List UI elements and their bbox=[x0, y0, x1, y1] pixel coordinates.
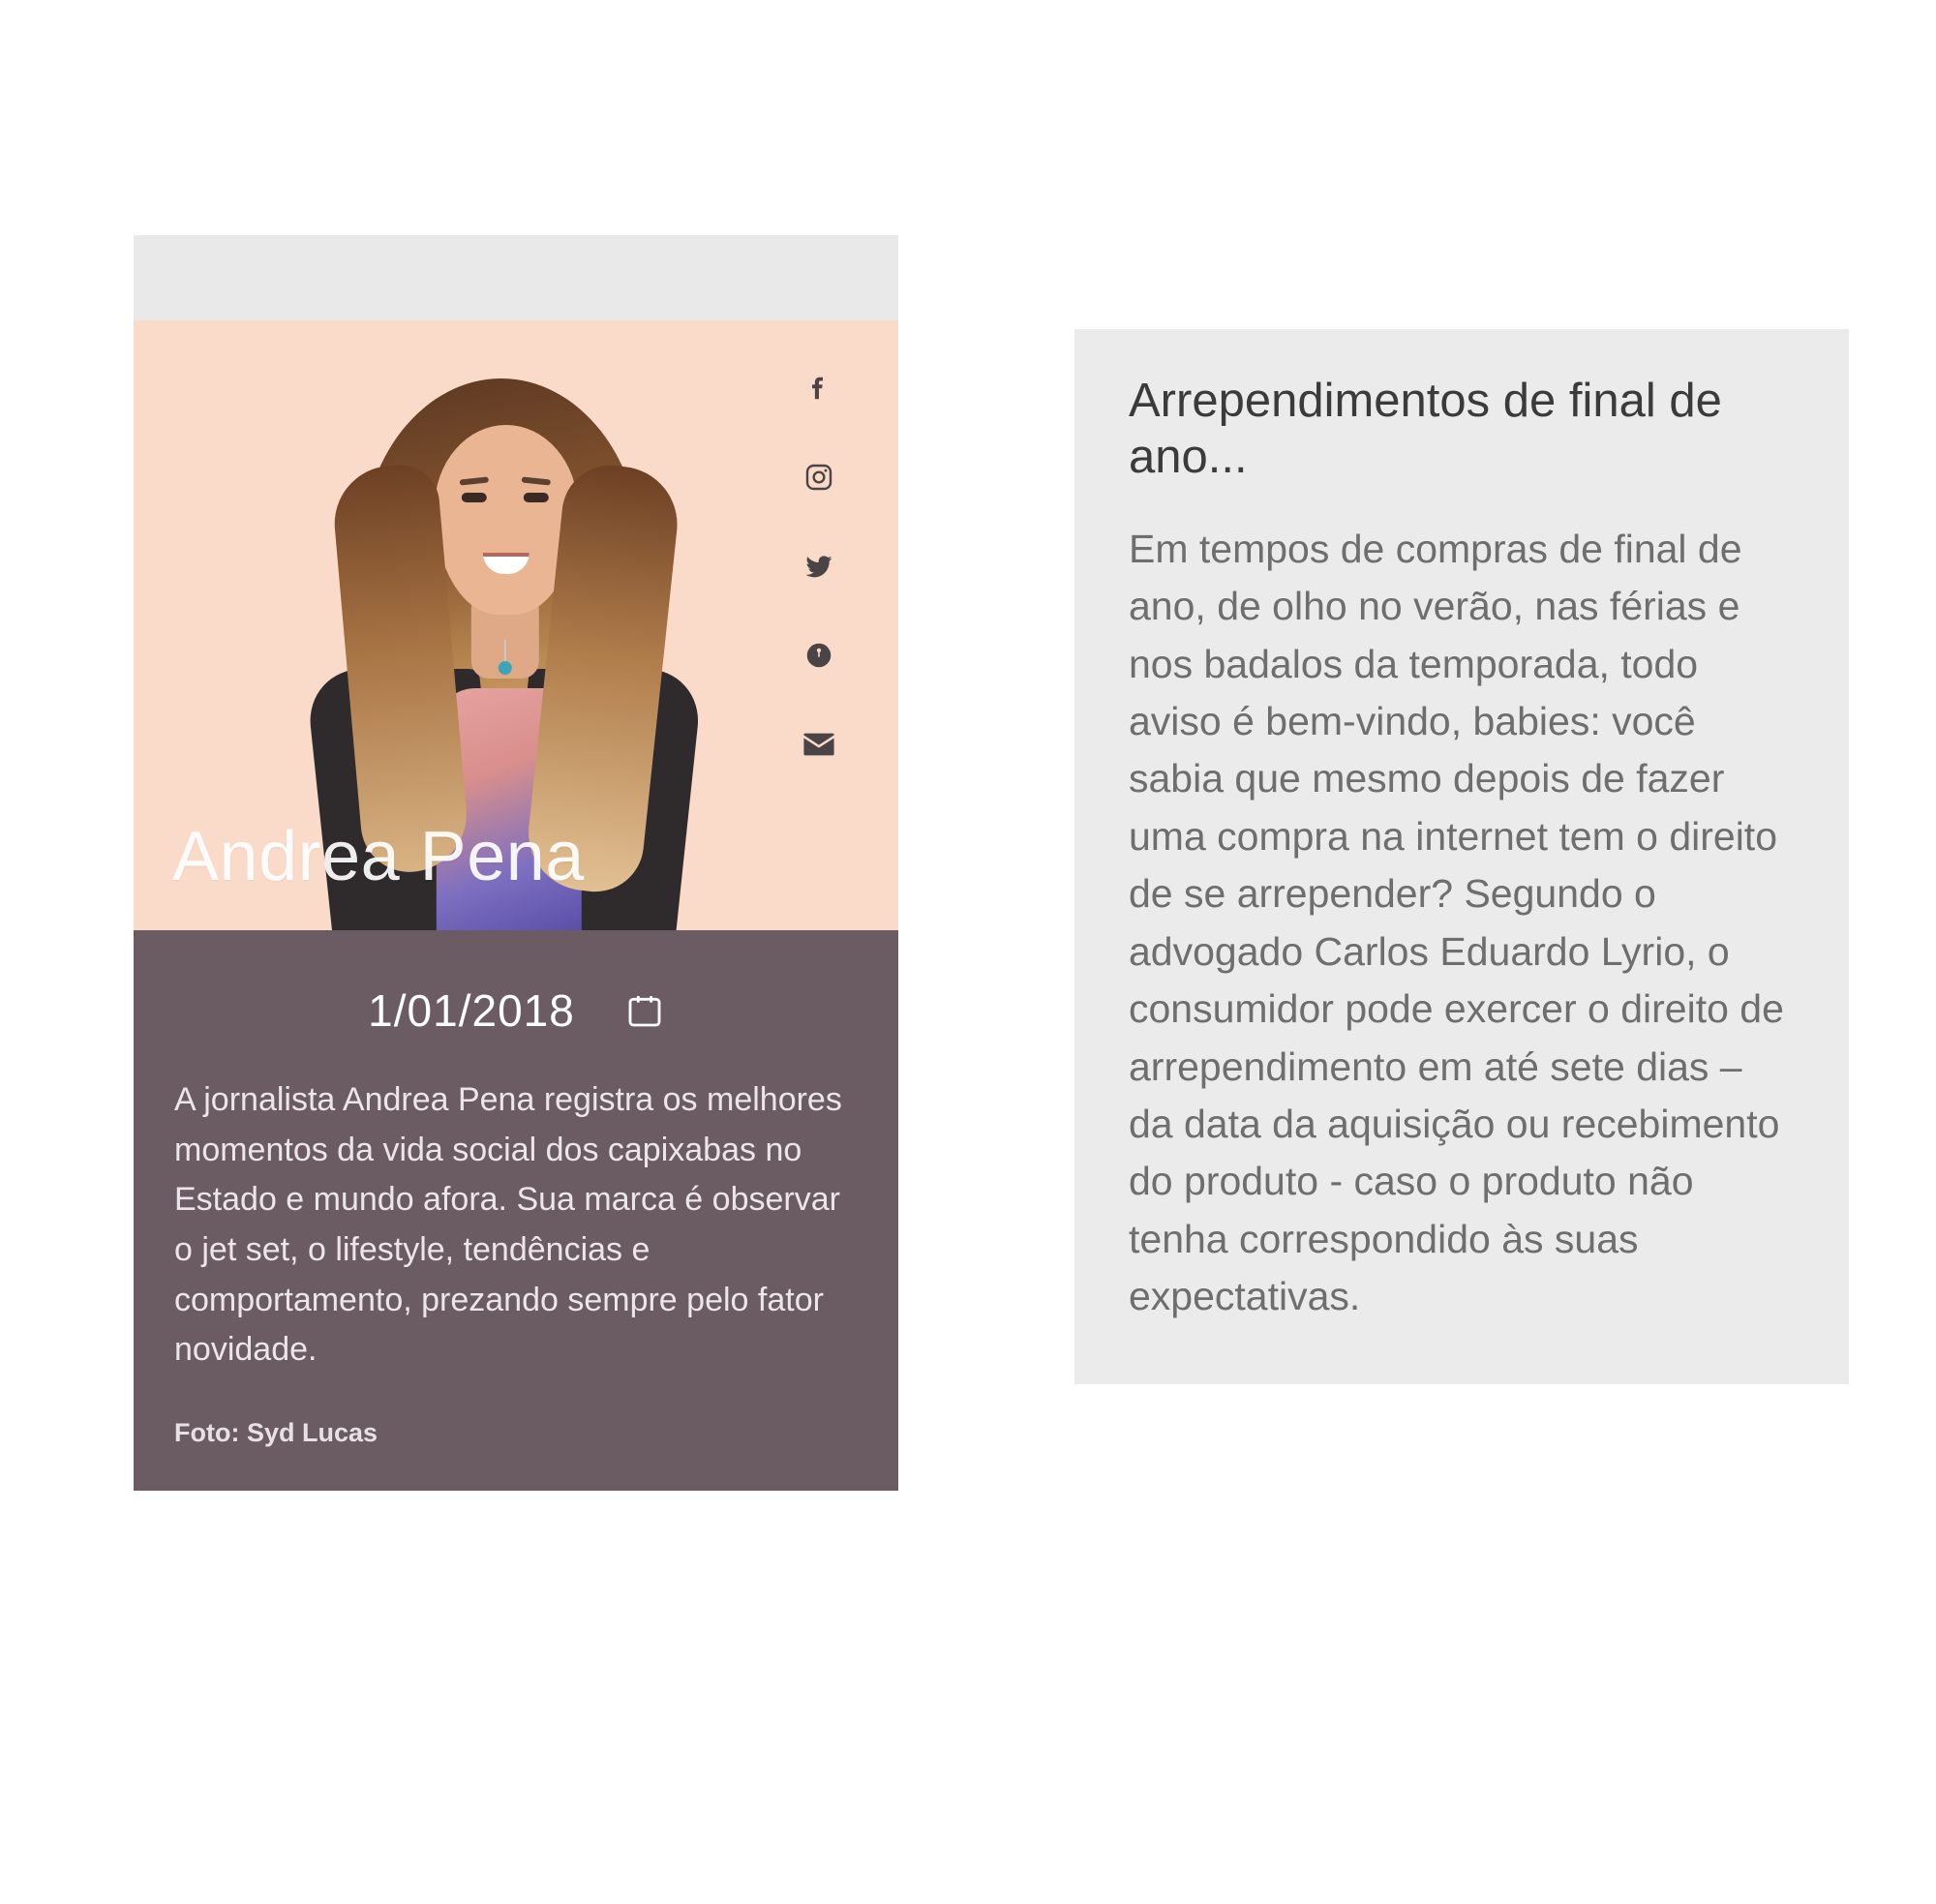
email-icon[interactable] bbox=[800, 723, 838, 766]
photo-credit: Foto: Syd Lucas bbox=[174, 1418, 378, 1448]
publish-date-row bbox=[174, 984, 858, 1037]
author-bio: A jornalista Andrea Pena registra os melhores momentos da vida social dos capixabas no Estado e mundo afora. Sua marca é observar o jet set, o lifestyle, tendências e comportamento, prezando sempre pelo fator novidade. bbox=[174, 1081, 842, 1369]
twitter-icon[interactable] bbox=[800, 545, 838, 588]
facebook-icon[interactable] bbox=[800, 367, 838, 409]
author-name: Andrea Pena bbox=[172, 818, 585, 895]
publish-date: 1/01/2018 bbox=[368, 985, 575, 1036]
social-links bbox=[800, 367, 838, 766]
author-photo-area bbox=[134, 320, 898, 930]
article-card bbox=[1074, 329, 1849, 1384]
whatsapp-icon[interactable] bbox=[800, 634, 838, 677]
article-body: Em tempos de compras de final de ano, de olho no verão, nas férias e nos badalos da temporada, todo aviso é bem-vindo, babies: você sabia que mesmo depois de fazer uma compra na internet tem o direito de se arrepender? Segundo o advogado Carlos Eduardo Lyrio, o consumidor pode exercer o direito de arrependimento em até sete dias – da data da aquisição ou recebimento do produto - caso o produto não tenha correspondido às suas expectativas. bbox=[1129, 526, 1784, 1319]
author-card-body bbox=[134, 930, 898, 1491]
instagram-icon[interactable] bbox=[800, 456, 838, 499]
author-profile-card bbox=[134, 235, 898, 1491]
calendar-icon bbox=[625, 990, 664, 1031]
card-top-bar bbox=[134, 235, 898, 320]
article-title: Arrependimentos de final de ano... bbox=[1129, 375, 1722, 483]
